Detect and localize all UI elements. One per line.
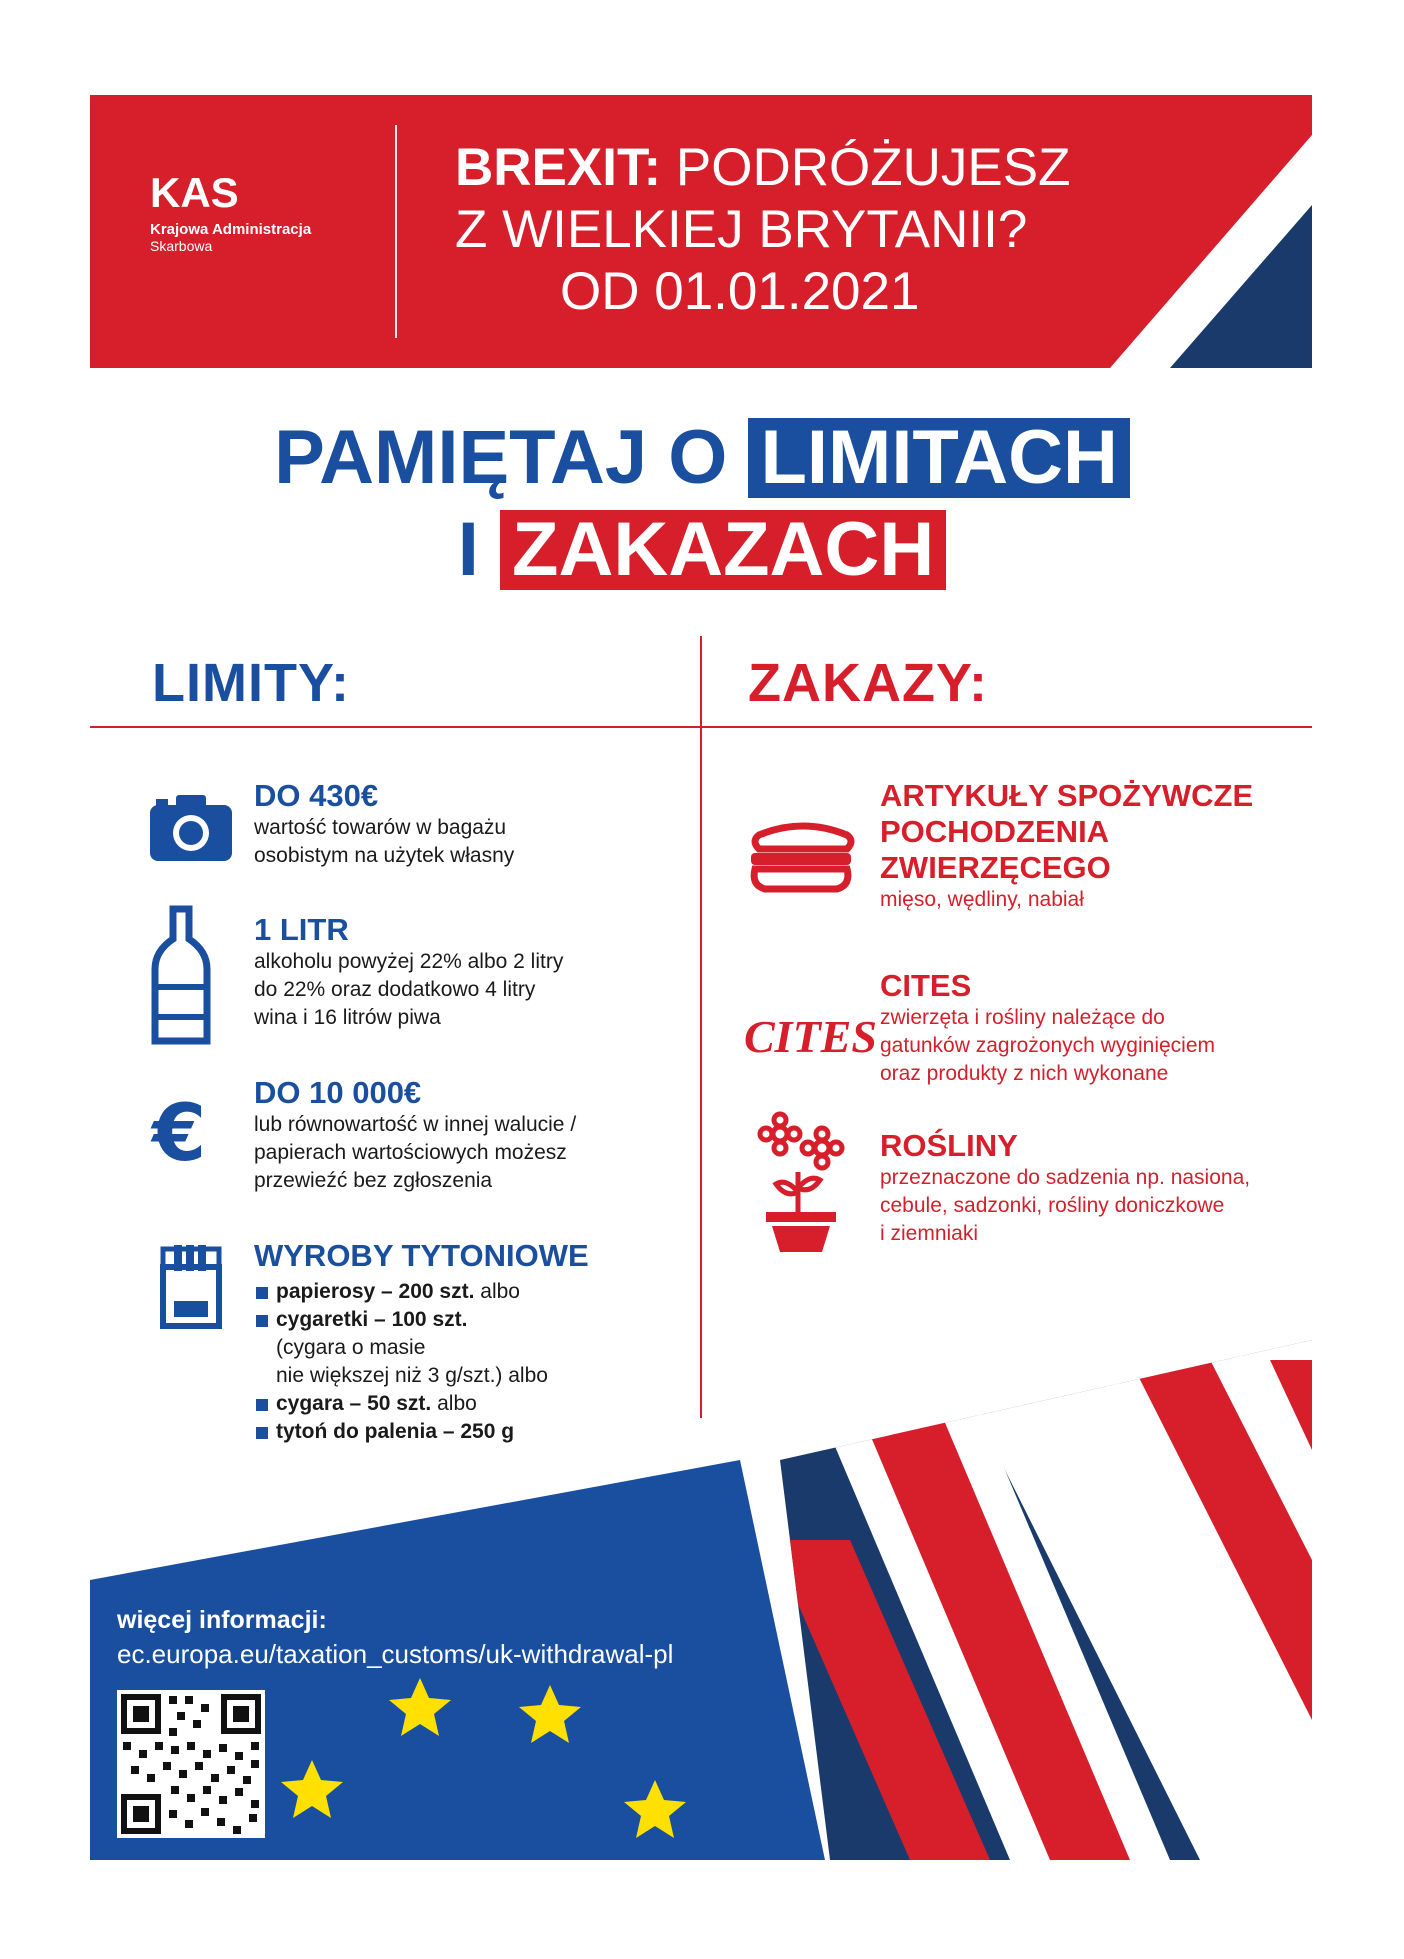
org-name: Krajowa Administracja bbox=[150, 221, 312, 238]
limit-desc-cash-1: lub równowartość w innej walucie / bbox=[254, 1113, 577, 1136]
main-headline bbox=[0, 412, 1404, 596]
limit-item-goods bbox=[254, 778, 674, 870]
kas-logo-icon bbox=[150, 167, 239, 216]
headline-box-zakazach: ZAKAZACH bbox=[500, 510, 946, 590]
limit-desc-goods-2: osobistym na użytek własny bbox=[254, 844, 515, 867]
euro-icon bbox=[150, 1089, 212, 1179]
header-divider bbox=[395, 125, 397, 338]
header-title bbox=[455, 137, 1070, 323]
header-banner bbox=[90, 95, 1312, 368]
ban-desc-food-1: mięso, wędliny, nabiał bbox=[880, 888, 1084, 911]
cigarette-pack-icon bbox=[160, 1245, 222, 1329]
ban-desc-cites-1: zwierzęta i rośliny należące do bbox=[880, 1006, 1165, 1029]
more-info-label: więcej informacji: bbox=[117, 1606, 327, 1634]
title-date: OD 01.01.2021 bbox=[560, 262, 920, 321]
list-note-1: (cygara o masie bbox=[276, 1336, 426, 1359]
limit-desc-alcohol-2: do 22% oraz dodatkowo 4 litry bbox=[254, 978, 536, 1001]
headline-part2: I bbox=[457, 507, 479, 592]
ban-item-cites bbox=[880, 968, 1320, 1088]
limity-title: LIMITY: bbox=[152, 653, 350, 713]
title-line2: Z WIELKIEJ BRYTANII? bbox=[455, 200, 1028, 259]
limit-desc-alcohol-3: wina i 16 litrów piwa bbox=[254, 1006, 441, 1029]
ban-title-food-3: ZWIERZĘCEGO bbox=[880, 850, 1111, 885]
svg-text:€: € bbox=[152, 1089, 207, 1179]
more-info-url[interactable]: ec.europa.eu/taxation_customs/uk-withdrawal-pl bbox=[117, 1639, 674, 1669]
cites-logo-icon bbox=[742, 1000, 877, 1070]
flower-pot-icon bbox=[758, 1112, 850, 1252]
ban-desc-cites-3: oraz produkty z nich wykonane bbox=[880, 1062, 1169, 1085]
list-note-2: nie większej niż 3 g/szt.) albo bbox=[276, 1364, 548, 1387]
eu-uk-flags-graphic bbox=[90, 1340, 1312, 1860]
ban-title-cites: CITES bbox=[880, 968, 972, 1003]
limit-desc-cash-2: papierach wartościowych możesz bbox=[254, 1141, 567, 1164]
list-item: cygara – 50 szt. albo bbox=[254, 1390, 694, 1418]
kas-logo bbox=[150, 167, 350, 254]
list-item: papierosy – 200 szt. albo bbox=[254, 1278, 694, 1306]
ban-title-food-2: POCHODZENIA bbox=[880, 814, 1110, 849]
list-item: tytoń do palenia – 250 g bbox=[254, 1418, 694, 1446]
ban-title-food-1: ARTYKUŁY SPOŻYWCZE bbox=[880, 778, 1254, 813]
camera-icon bbox=[150, 795, 232, 861]
more-info bbox=[117, 1603, 673, 1671]
headline-box-limitach: LIMITACH bbox=[748, 418, 1129, 498]
limit-title-tobacco: WYROBY TYTONIOWE bbox=[254, 1238, 589, 1273]
limit-item-cash bbox=[254, 1075, 674, 1195]
list-item: cygaretki – 100 szt. bbox=[254, 1306, 694, 1334]
ban-desc-plants-1: przeznaczone do sadzenia np. nasiona, bbox=[880, 1166, 1251, 1189]
ban-desc-cites-2: gatunków zagrożonych wyginięciem bbox=[880, 1034, 1216, 1057]
bottle-icon bbox=[155, 905, 207, 1045]
ban-desc-plants-2: cebule, sadzonki, rośliny doniczkowe bbox=[880, 1194, 1225, 1217]
ban-desc-plants-3: i ziemniaki bbox=[880, 1222, 979, 1245]
svg-text:CITES: CITES bbox=[744, 1011, 877, 1062]
limit-title-cash: DO 10 000€ bbox=[254, 1075, 422, 1110]
sandwich-icon bbox=[745, 825, 857, 895]
limit-desc-cash-3: przewieźć bez zgłoszenia bbox=[254, 1169, 493, 1192]
limit-item-alcohol bbox=[254, 912, 674, 1032]
limit-title-alcohol: 1 LITR bbox=[254, 912, 349, 947]
limit-desc-goods-1: wartość towarów w bagażu bbox=[254, 816, 507, 839]
limit-title-goods: DO 430€ bbox=[254, 778, 379, 813]
ban-item-animal-food bbox=[880, 778, 1320, 914]
section-divider-vertical bbox=[700, 636, 702, 1418]
kas-logo-text: KAS bbox=[150, 169, 239, 216]
ban-title-plants: ROŚLINY bbox=[880, 1128, 1018, 1163]
title-bold: BREXIT: bbox=[455, 138, 662, 197]
org-sub: Skarbowa bbox=[150, 238, 213, 254]
zakazy-title: ZAKAZY: bbox=[748, 653, 988, 713]
ban-item-plants bbox=[880, 1128, 1320, 1248]
headline-part1: PAMIĘTAJ O bbox=[274, 415, 728, 500]
title-rest: PODRÓŻUJESZ bbox=[661, 138, 1071, 197]
qr-code[interactable] bbox=[117, 1690, 265, 1838]
limit-desc-alcohol-1: alkoholu powyżej 22% albo 2 litry bbox=[254, 950, 564, 973]
